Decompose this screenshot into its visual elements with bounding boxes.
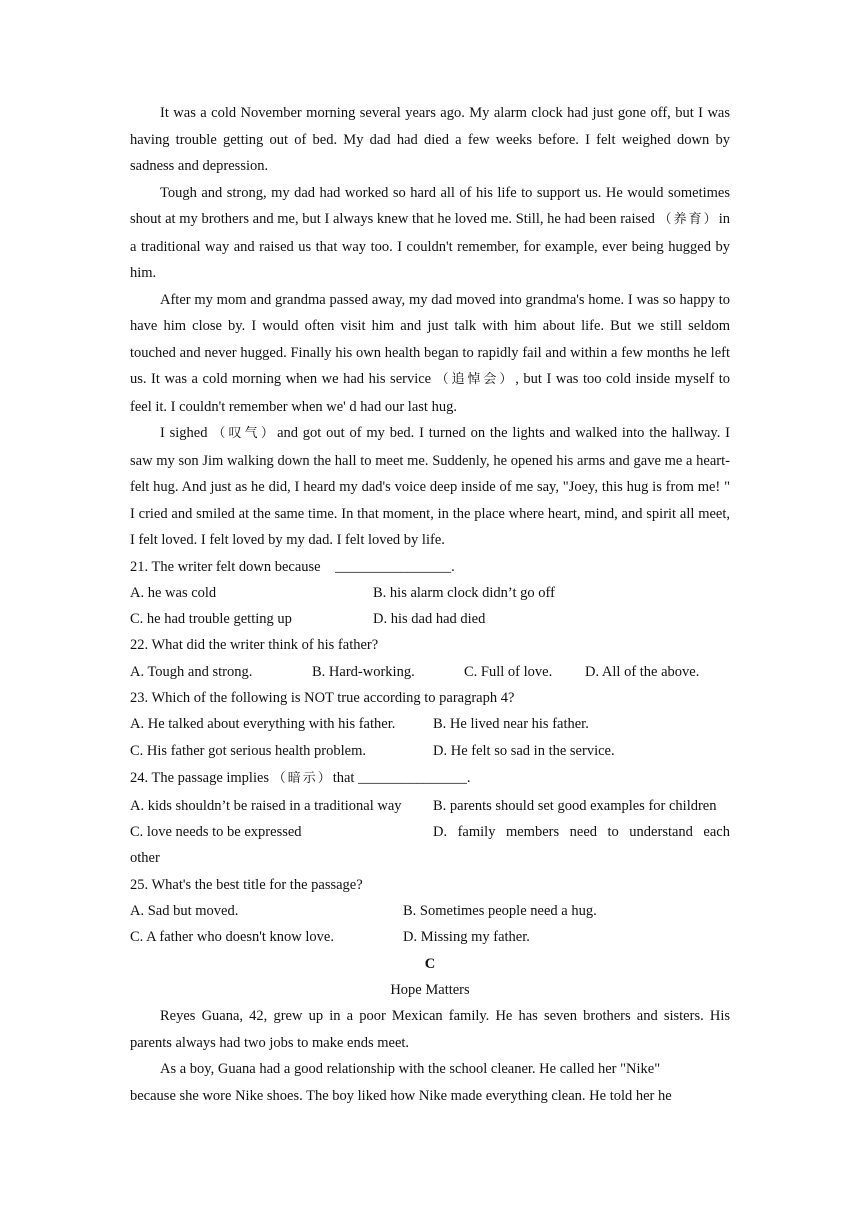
question-24-options-row-2 — [130, 819, 730, 872]
chinese-gloss: （叹气） — [212, 426, 278, 441]
section-letter: C — [424, 955, 436, 972]
q23-option-a[interactable]: A. He talked about everything with his father. — [130, 716, 396, 733]
q23-option-d[interactable]: D. He felt so sad in the service. — [433, 742, 615, 759]
chinese-gloss: （养育） — [658, 212, 719, 227]
q21-option-b[interactable]: B. his alarm clock didn’t go off — [373, 584, 555, 601]
q25-option-a[interactable]: A. Sad but moved. — [130, 903, 239, 920]
q22-option-a[interactable]: A. Tough and strong. — [130, 663, 253, 680]
q25-option-b[interactable]: B. Sometimes people need a hug. — [403, 903, 597, 920]
question-23-stem: 23. Which of the following is NOT true according to paragraph 4? — [130, 689, 515, 706]
text-span: in a traditional way and raised us that way too. I couldn't remember, for example, ever being hugged by him. — [130, 211, 730, 281]
text-span: After my mom and grandma passed away, my dad moved into grandma's home. I was so happy to have him close by. I would often visit him and just talk with him about life. But we still seldom touched and never hugged. Finally his own health began to rapidly fail and within a few months he left us. It was a cold morning when we had his service — [130, 291, 730, 387]
question-22-stem: 22. What did the writer think of his father? — [130, 637, 379, 654]
text-span: I sighed — [160, 425, 213, 441]
q24-option-b[interactable]: B. parents should set good examples for children — [433, 797, 717, 814]
q25-option-d[interactable]: D. Missing my father. — [403, 929, 530, 946]
question-21-options-row-1 — [130, 580, 730, 606]
text-span: and got out of my bed. I turned on the lights and walked into the hallway. I saw my son Jim walking down the hall to meet me. Suddenly, he opened his arms and gave me a heart-felt hug. And just as he did, I heard my dad's voice deep inside of me say, "Joey, this hug is from me! " I cried and smiled at the same time. In that moment, in the place where heart, mind, and spirit all meet, I felt loved. I felt loved by my dad. I felt loved by life. — [130, 425, 730, 548]
section-c-paragraph-2-line-1: As a boy, Guana had a good relationship with the school cleaner. He called her "Nike" — [160, 1061, 661, 1078]
text-span: 24. The passage implies — [130, 769, 273, 786]
passage-paragraph-3 — [130, 287, 730, 421]
q21-option-c[interactable]: C. he had trouble getting up — [130, 611, 292, 628]
question-24-options-row-1 — [130, 793, 730, 819]
q23-option-c[interactable]: C. His father got serious health problem. — [130, 742, 366, 759]
document-page — [130, 100, 730, 1109]
section-title: Hope Matters — [390, 981, 470, 998]
chinese-gloss: （暗示） — [272, 770, 333, 786]
question-23-options-row-2 — [130, 738, 730, 764]
passage-paragraph-1: It was a cold November morning several years ago. My alarm clock had just gone off, but I was having trouble getting out of bed. My dad had died a few weeks before. I felt weighed down by sadness and depression. — [130, 105, 730, 174]
section-c-paragraph-1: Reyes Guana, 42, grew up in a poor Mexican family. He has seven brothers and sisters. His parents always had two jobs to make ends meet. — [130, 1008, 730, 1051]
text-span: , but I was too cold inside myself to feel it. I couldn't remember when we' d had our last hug. — [130, 371, 730, 415]
q24-option-c[interactable]: C. love needs to be expressed — [130, 824, 302, 841]
q22-option-b[interactable]: B. Hard-working. — [312, 663, 415, 680]
question-22-options-row — [130, 659, 730, 685]
passage-paragraph-4 — [130, 420, 730, 554]
section-c-paragraph-2-line-2: because she wore Nike shoes. The boy liked how Nike made everything clean. He told her he — [130, 1087, 672, 1104]
question-21-options-row-2 — [130, 606, 730, 632]
passage-paragraph-2 — [130, 180, 730, 287]
question-24-stem — [130, 764, 730, 793]
q21-option-d[interactable]: D. his dad had died — [373, 611, 486, 628]
question-25-options-row-1 — [130, 898, 730, 924]
question-25-options-row-2 — [130, 924, 730, 950]
chinese-gloss: （追悼会） — [435, 372, 516, 387]
text-span: that _______________. — [332, 769, 471, 786]
q24-option-a[interactable]: A. kids shouldn’t be raised in a traditional way — [130, 797, 402, 814]
q22-option-d[interactable]: D. All of the above. — [585, 663, 700, 680]
q24-option-d-continued[interactable]: other — [130, 850, 160, 867]
q25-option-c[interactable]: C. A father who doesn't know love. — [130, 929, 334, 946]
question-21-stem: 21. The writer felt down because ________________. — [130, 558, 455, 575]
text-span: Tough and strong, my dad had worked so hard all of his life to support us. He would sometimes shout at my brothers and me, but I always knew that he loved me. Still, he had been raised — [130, 184, 730, 227]
q22-option-c[interactable]: C. Full of love. — [464, 663, 553, 680]
q23-option-b[interactable]: B. He lived near his father. — [433, 716, 589, 733]
q24-option-d[interactable]: D. family members need to understand each — [433, 824, 730, 841]
question-25-stem: 25. What's the best title for the passage? — [130, 876, 363, 893]
q21-option-a[interactable]: A. he was cold — [130, 584, 217, 601]
question-23-options-row-1 — [130, 711, 730, 737]
